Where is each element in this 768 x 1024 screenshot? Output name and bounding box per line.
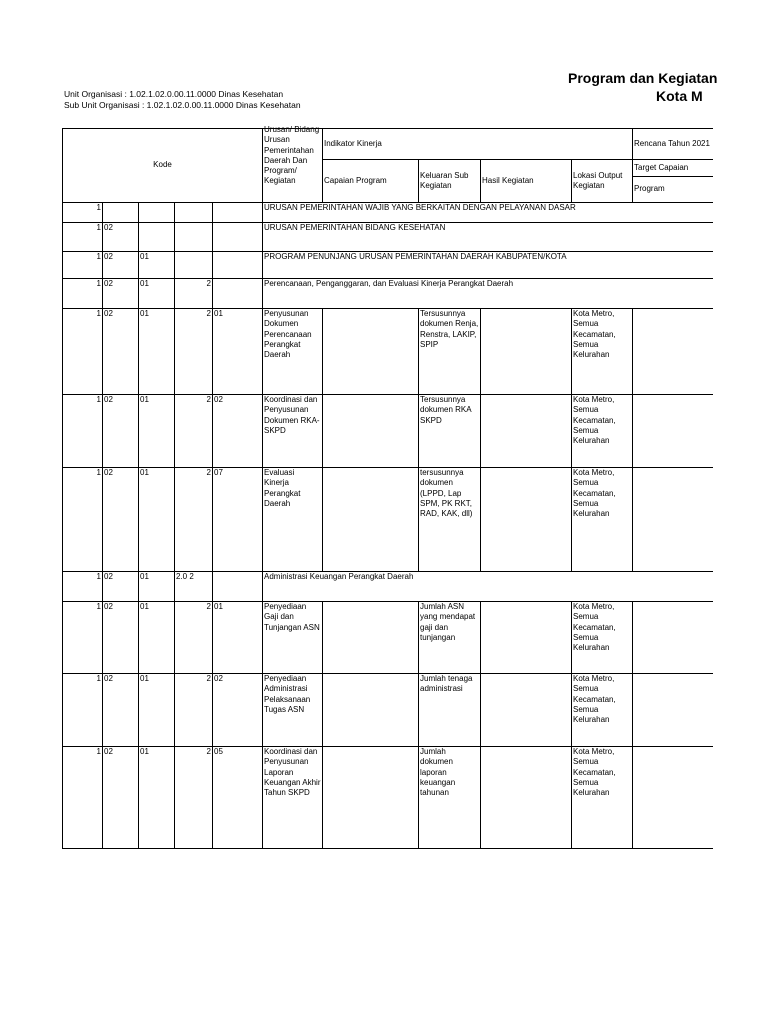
hasil-kegiatan-cell	[481, 674, 572, 747]
kode-program-cell: 01	[139, 572, 175, 602]
capaian-program-cell	[323, 602, 419, 674]
kode-bidang-cell: 02	[103, 279, 139, 309]
header-urusan: Urusan/ Bidang Urusan Pemerintahan Daerah Dan Program/ Kegiatan	[263, 129, 323, 203]
hasil-kegiatan-cell	[481, 747, 572, 849]
lokasi-cell: Kota Metro, Semua Kecamatan, Semua Kelurahan	[572, 309, 633, 395]
kode-program-cell	[139, 203, 175, 223]
lokasi-cell: Kota Metro, Semua Kecamatan, Semua Kelurahan	[572, 747, 633, 849]
kode-kegiatan-cell: 2	[175, 747, 213, 849]
kode-bidang-cell: 02	[103, 747, 139, 849]
header-kode: Kode	[63, 129, 263, 203]
table-row	[63, 572, 713, 602]
lokasi-cell: Kota Metro, Semua Kecamatan, Semua Kelurahan	[572, 674, 633, 747]
kode-urusan-cell: 1	[63, 395, 103, 468]
kode-bidang-cell: 02	[103, 395, 139, 468]
target-capaian-cell	[633, 468, 713, 572]
kode-program-cell: 01	[139, 468, 175, 572]
kegiatan-name-cell: Perencanaan, Penganggaran, dan Evaluasi Kinerja Perangkat Daerah	[263, 279, 713, 309]
kode-urusan-cell: 1	[63, 747, 103, 849]
hasil-kegiatan-cell	[481, 395, 572, 468]
capaian-program-cell	[323, 747, 419, 849]
kegiatan-name-cell: Penyusunan Dokumen Perencanaan Perangkat Daerah	[263, 309, 323, 395]
kode-urusan-cell: 1	[63, 674, 103, 747]
kode-bidang-cell: 02	[103, 602, 139, 674]
table-row	[63, 747, 713, 849]
kode-kegiatan-cell: 2	[175, 674, 213, 747]
kode-program-cell: 01	[139, 252, 175, 279]
kegiatan-name-cell: Koordinasi dan Penyusunan Dokumen RKA-SKPD	[263, 395, 323, 468]
keluaran-cell: Tersusunnya dokumen Renja, Renstra, LAKIP, SPIP	[419, 309, 481, 395]
lokasi-cell: Kota Metro, Semua Kecamatan, Semua Kelurahan	[572, 602, 633, 674]
kode-sub-kegiatan-cell	[213, 223, 263, 252]
header-target-capaian: Target Capaian	[633, 160, 713, 177]
table-row	[63, 279, 713, 309]
kode-kegiatan-cell: 2	[175, 309, 213, 395]
table-row	[63, 468, 713, 572]
kode-urusan-cell: 1	[63, 203, 103, 223]
table-row	[63, 309, 713, 395]
capaian-program-cell	[323, 395, 419, 468]
kode-bidang-cell: 02	[103, 252, 139, 279]
kode-sub-kegiatan-cell	[213, 203, 263, 223]
kode-kegiatan-cell	[175, 203, 213, 223]
kode-program-cell: 01	[139, 395, 175, 468]
kode-kegiatan-cell	[175, 252, 213, 279]
capaian-program-cell	[323, 309, 419, 395]
lokasi-cell: Kota Metro, Semua Kecamatan, Semua Kelurahan	[572, 395, 633, 468]
keluaran-cell: tersusunnya dokumen (LPPD, Lap SPM, PK RKT, RAD, KAK, dll)	[419, 468, 481, 572]
kode-urusan-cell: 1	[63, 279, 103, 309]
kode-kegiatan-cell: 2.0 2	[175, 572, 213, 602]
kode-urusan-cell: 1	[63, 572, 103, 602]
kegiatan-name-cell: URUSAN PEMERINTAHAN WAJIB YANG BERKAITAN DENGAN PELAYANAN DASAR	[263, 203, 713, 223]
keluaran-cell: Jumlah dokumen laporan keuangan tahunan	[419, 747, 481, 849]
kode-bidang-cell: 02	[103, 572, 139, 602]
header-indikator-kinerja: Indikator Kinerja	[323, 129, 633, 160]
table-row	[63, 223, 713, 252]
kode-sub-kegiatan-cell: 01	[213, 309, 263, 395]
table-row	[63, 252, 713, 279]
kode-kegiatan-cell	[175, 223, 213, 252]
keluaran-cell: Jumlah ASN yang mendapat gaji dan tunjangan	[419, 602, 481, 674]
header-keluaran-sub-kegiatan: Keluaran Sub Kegiatan	[419, 160, 481, 203]
lokasi-cell: Kota Metro, Semua Kecamatan, Semua Kelurahan	[572, 468, 633, 572]
kode-sub-kegiatan-cell	[213, 572, 263, 602]
kode-urusan-cell: 1	[63, 223, 103, 252]
kode-program-cell: 01	[139, 279, 175, 309]
header-lokasi-output: Lokasi Output Kegiatan	[572, 160, 633, 203]
kode-urusan-cell: 1	[63, 602, 103, 674]
kode-program-cell: 01	[139, 674, 175, 747]
kode-program-cell	[139, 223, 175, 252]
hasil-kegiatan-cell	[481, 468, 572, 572]
kegiatan-name-cell: Penyediaan Administrasi Pelaksanaan Tugas ASN	[263, 674, 323, 747]
kegiatan-name-cell: URUSAN PEMERINTAHAN BIDANG KESEHATAN	[263, 223, 713, 252]
kode-urusan-cell: 1	[63, 309, 103, 395]
page-title: Program dan Kegiatan	[568, 70, 718, 86]
kode-urusan-cell: 1	[63, 252, 103, 279]
target-capaian-cell	[633, 309, 713, 395]
capaian-program-cell	[323, 674, 419, 747]
kode-sub-kegiatan-cell: 07	[213, 468, 263, 572]
kode-kegiatan-cell: 2	[175, 279, 213, 309]
kode-sub-kegiatan-cell	[213, 252, 263, 279]
header-program: Program	[633, 177, 713, 203]
kode-bidang-cell	[103, 203, 139, 223]
kode-kegiatan-cell: 2	[175, 468, 213, 572]
kode-bidang-cell: 02	[103, 468, 139, 572]
header-capaian-program: Capaian Program	[323, 160, 419, 203]
target-capaian-cell	[633, 747, 713, 849]
kode-sub-kegiatan-cell: 02	[213, 395, 263, 468]
kode-bidang-cell: 02	[103, 674, 139, 747]
kode-sub-kegiatan-cell: 05	[213, 747, 263, 849]
hasil-kegiatan-cell	[481, 309, 572, 395]
kegiatan-name-cell: Evaluasi Kinerja Perangkat Daerah	[263, 468, 323, 572]
header-rencana-tahun: Rencana Tahun 2021	[633, 129, 713, 160]
kode-sub-kegiatan-cell	[213, 279, 263, 309]
keluaran-cell: Jumlah tenaga administrasi	[419, 674, 481, 747]
table-row	[63, 395, 713, 468]
kode-kegiatan-cell: 2	[175, 395, 213, 468]
kode-sub-kegiatan-cell: 01	[213, 602, 263, 674]
hasil-kegiatan-cell	[481, 602, 572, 674]
keluaran-cell: Tersusunnya dokumen RKA SKPD	[419, 395, 481, 468]
table-row	[63, 203, 713, 223]
kode-program-cell: 01	[139, 747, 175, 849]
kode-bidang-cell: 02	[103, 223, 139, 252]
table-row	[63, 674, 713, 747]
kode-kegiatan-cell: 2	[175, 602, 213, 674]
kode-sub-kegiatan-cell: 02	[213, 674, 263, 747]
capaian-program-cell	[323, 468, 419, 572]
target-capaian-cell	[633, 674, 713, 747]
kegiatan-name-cell: Administrasi Keuangan Perangkat Daerah	[263, 572, 713, 602]
kegiatan-name-cell: Penyediaan Gaji dan Tunjangan ASN	[263, 602, 323, 674]
unit-organisasi: Unit Organisasi : 1.02.1.02.0.00.11.0000 Dinas Kesehatan	[64, 89, 284, 99]
kode-bidang-cell: 02	[103, 309, 139, 395]
kegiatan-name-cell: Koordinasi dan Penyusunan Laporan Keuangan Akhir Tahun SKPD	[263, 747, 323, 849]
kode-program-cell: 01	[139, 602, 175, 674]
page-title-line2: Kota M	[656, 88, 703, 104]
header-hasil-kegiatan: Hasil Kegiatan	[481, 160, 572, 203]
target-capaian-cell	[633, 602, 713, 674]
sub-unit-organisasi: Sub Unit Organisasi : 1.02.1.02.0.00.11.0000 Dinas Kesehatan	[64, 100, 301, 110]
kode-urusan-cell: 1	[63, 468, 103, 572]
kegiatan-name-cell: PROGRAM PENUNJANG URUSAN PEMERINTAHAN DAERAH KABUPATEN/KOTA	[263, 252, 713, 279]
table-row	[63, 602, 713, 674]
kode-program-cell: 01	[139, 309, 175, 395]
program-table	[62, 125, 713, 849]
target-capaian-cell	[633, 395, 713, 468]
